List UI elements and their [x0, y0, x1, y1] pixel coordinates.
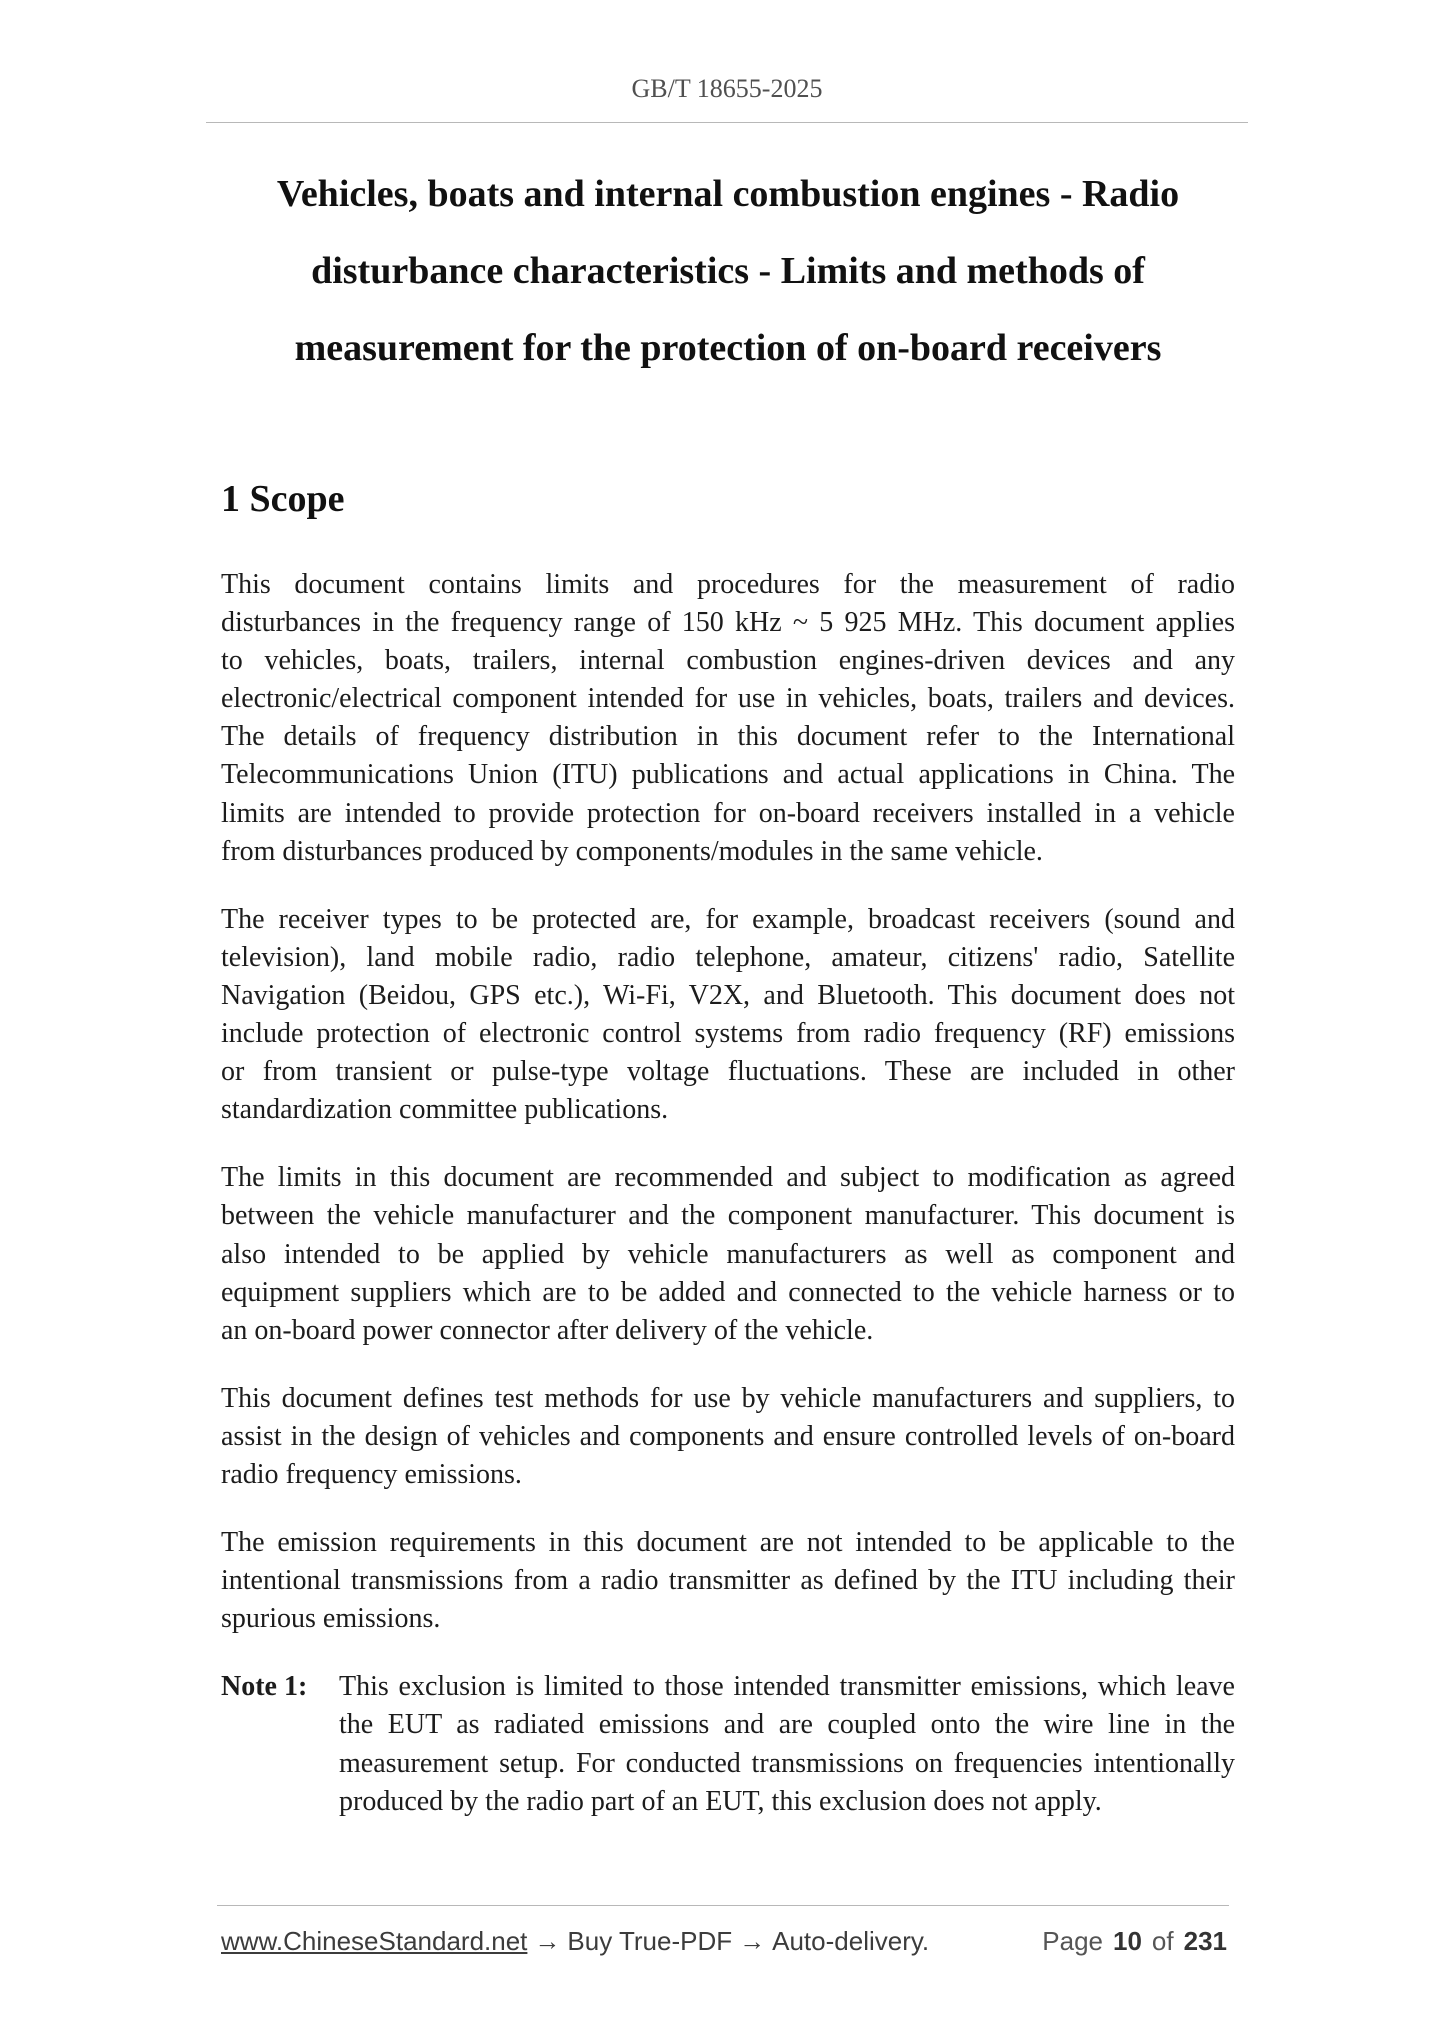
- paragraph: [221, 1380, 1235, 1494]
- page-current: 10: [1113, 1926, 1142, 1956]
- text-line: The emission requirements in this document are not intended to be applicable to the: [221, 1527, 1235, 1559]
- footer-delivery-text: Auto-delivery.: [772, 1926, 930, 1956]
- text-line: limits are intended to provide protection for on-board receivers installed in a vehicle: [221, 797, 1235, 829]
- header-rule: [206, 122, 1248, 123]
- text-line: equipment suppliers which are to be added and connected to the vehicle harness or to: [221, 1276, 1235, 1308]
- text-line: disturbances in the frequency range of 150 kHz ~ 5 925 MHz. This document applies: [221, 607, 1235, 639]
- text-line: standardization committee publications.: [221, 1094, 669, 1126]
- arrow-right-icon: →: [534, 1926, 561, 1956]
- text-line: This document defines test methods for use by vehicle manufacturers and suppliers, to: [221, 1382, 1235, 1414]
- footer-buy-text: Buy True-PDF: [567, 1926, 733, 1956]
- text-line: Telecommunications Union (ITU) publications and actual applications in China. The: [221, 759, 1235, 791]
- page-indicator: [1042, 1925, 1227, 1957]
- text-line: electronic/electrical component intended for use in vehicles, boats, trailers and devices.: [221, 683, 1235, 715]
- document-number-header: GB/T 18655-2025: [631, 74, 823, 103]
- title-line: Vehicles, boats and internal combustion engines - Radio: [276, 173, 1180, 215]
- title-line: disturbance characteristics - Limits and methods of: [311, 250, 1145, 292]
- arrow-right-icon: →: [739, 1926, 766, 1956]
- text-line: television), land mobile radio, radio telephone, amateur, citizens' radio, Satellite: [221, 941, 1235, 973]
- paragraph: [221, 1524, 1235, 1638]
- page-of: of: [1151, 1926, 1174, 1956]
- note: [221, 1668, 1235, 1820]
- footer-rule: [217, 1905, 1229, 1906]
- text-line: the EUT as radiated emissions and are coupled onto the wire line in the: [339, 1709, 1235, 1741]
- note-text: [339, 1668, 1235, 1820]
- text-line: spurious emissions.: [221, 1603, 441, 1635]
- note-label: Note 1:: [221, 1671, 308, 1703]
- page-label: Page: [1042, 1926, 1103, 1956]
- section-body: [221, 566, 1235, 1821]
- section-heading: 1 Scope: [221, 478, 345, 520]
- text-line: an on-board power connector after delivery of the vehicle.: [221, 1314, 874, 1346]
- text-line: include protection of electronic control systems from radio frequency (RF) emissions: [221, 1018, 1235, 1050]
- text-line: or from transient or pulse-type voltage fluctuations. These are included in other: [221, 1056, 1235, 1088]
- paragraph: [221, 566, 1235, 871]
- text-line: radio frequency emissions.: [221, 1458, 522, 1490]
- title-line: measurement for the protection of on-board receivers: [294, 327, 1162, 369]
- text-line: from disturbances produced by components/modules in the same vehicle.: [221, 835, 1043, 867]
- text-line: The details of frequency distribution in this document refer to the International: [221, 721, 1235, 753]
- paragraph: [221, 901, 1235, 1130]
- text-line: to vehicles, boats, trailers, internal combustion engines-driven devices and any: [221, 645, 1235, 677]
- page-total: 231: [1183, 1926, 1227, 1956]
- text-line: Navigation (Beidou, GPS etc.), Wi-Fi, V2X, and Bluetooth. This document does not: [221, 979, 1235, 1011]
- text-line: also intended to be applied by vehicle manufacturers as well as component and: [221, 1238, 1235, 1270]
- text-line: The limits in this document are recommended and subject to modification as agreed: [221, 1162, 1235, 1194]
- text-line: This exclusion is limited to those intended transmitter emissions, which leave: [339, 1671, 1235, 1703]
- text-line: between the vehicle manufacturer and the component manufacturer. This document is: [221, 1200, 1235, 1232]
- footer-site-link[interactable]: www.ChineseStandard.net: [221, 1926, 528, 1956]
- document-title: [221, 156, 1235, 387]
- text-line: measurement setup. For conducted transmissions on frequencies intentionally: [339, 1747, 1235, 1779]
- text-line: assist in the design of vehicles and components and ensure controlled levels of on-board: [221, 1420, 1235, 1452]
- footer-promo: [221, 1925, 929, 1957]
- text-line: produced by the radio part of an EUT, this exclusion does not apply.: [339, 1785, 1102, 1817]
- text-line: This document contains limits and procedures for the measurement of radio: [221, 569, 1235, 600]
- text-line: intentional transmissions from a radio transmitter as defined by the ITU including their: [221, 1565, 1235, 1597]
- paragraph: [221, 1159, 1235, 1349]
- text-line: The receiver types to be protected are, for example, broadcast receivers (sound and: [221, 903, 1235, 935]
